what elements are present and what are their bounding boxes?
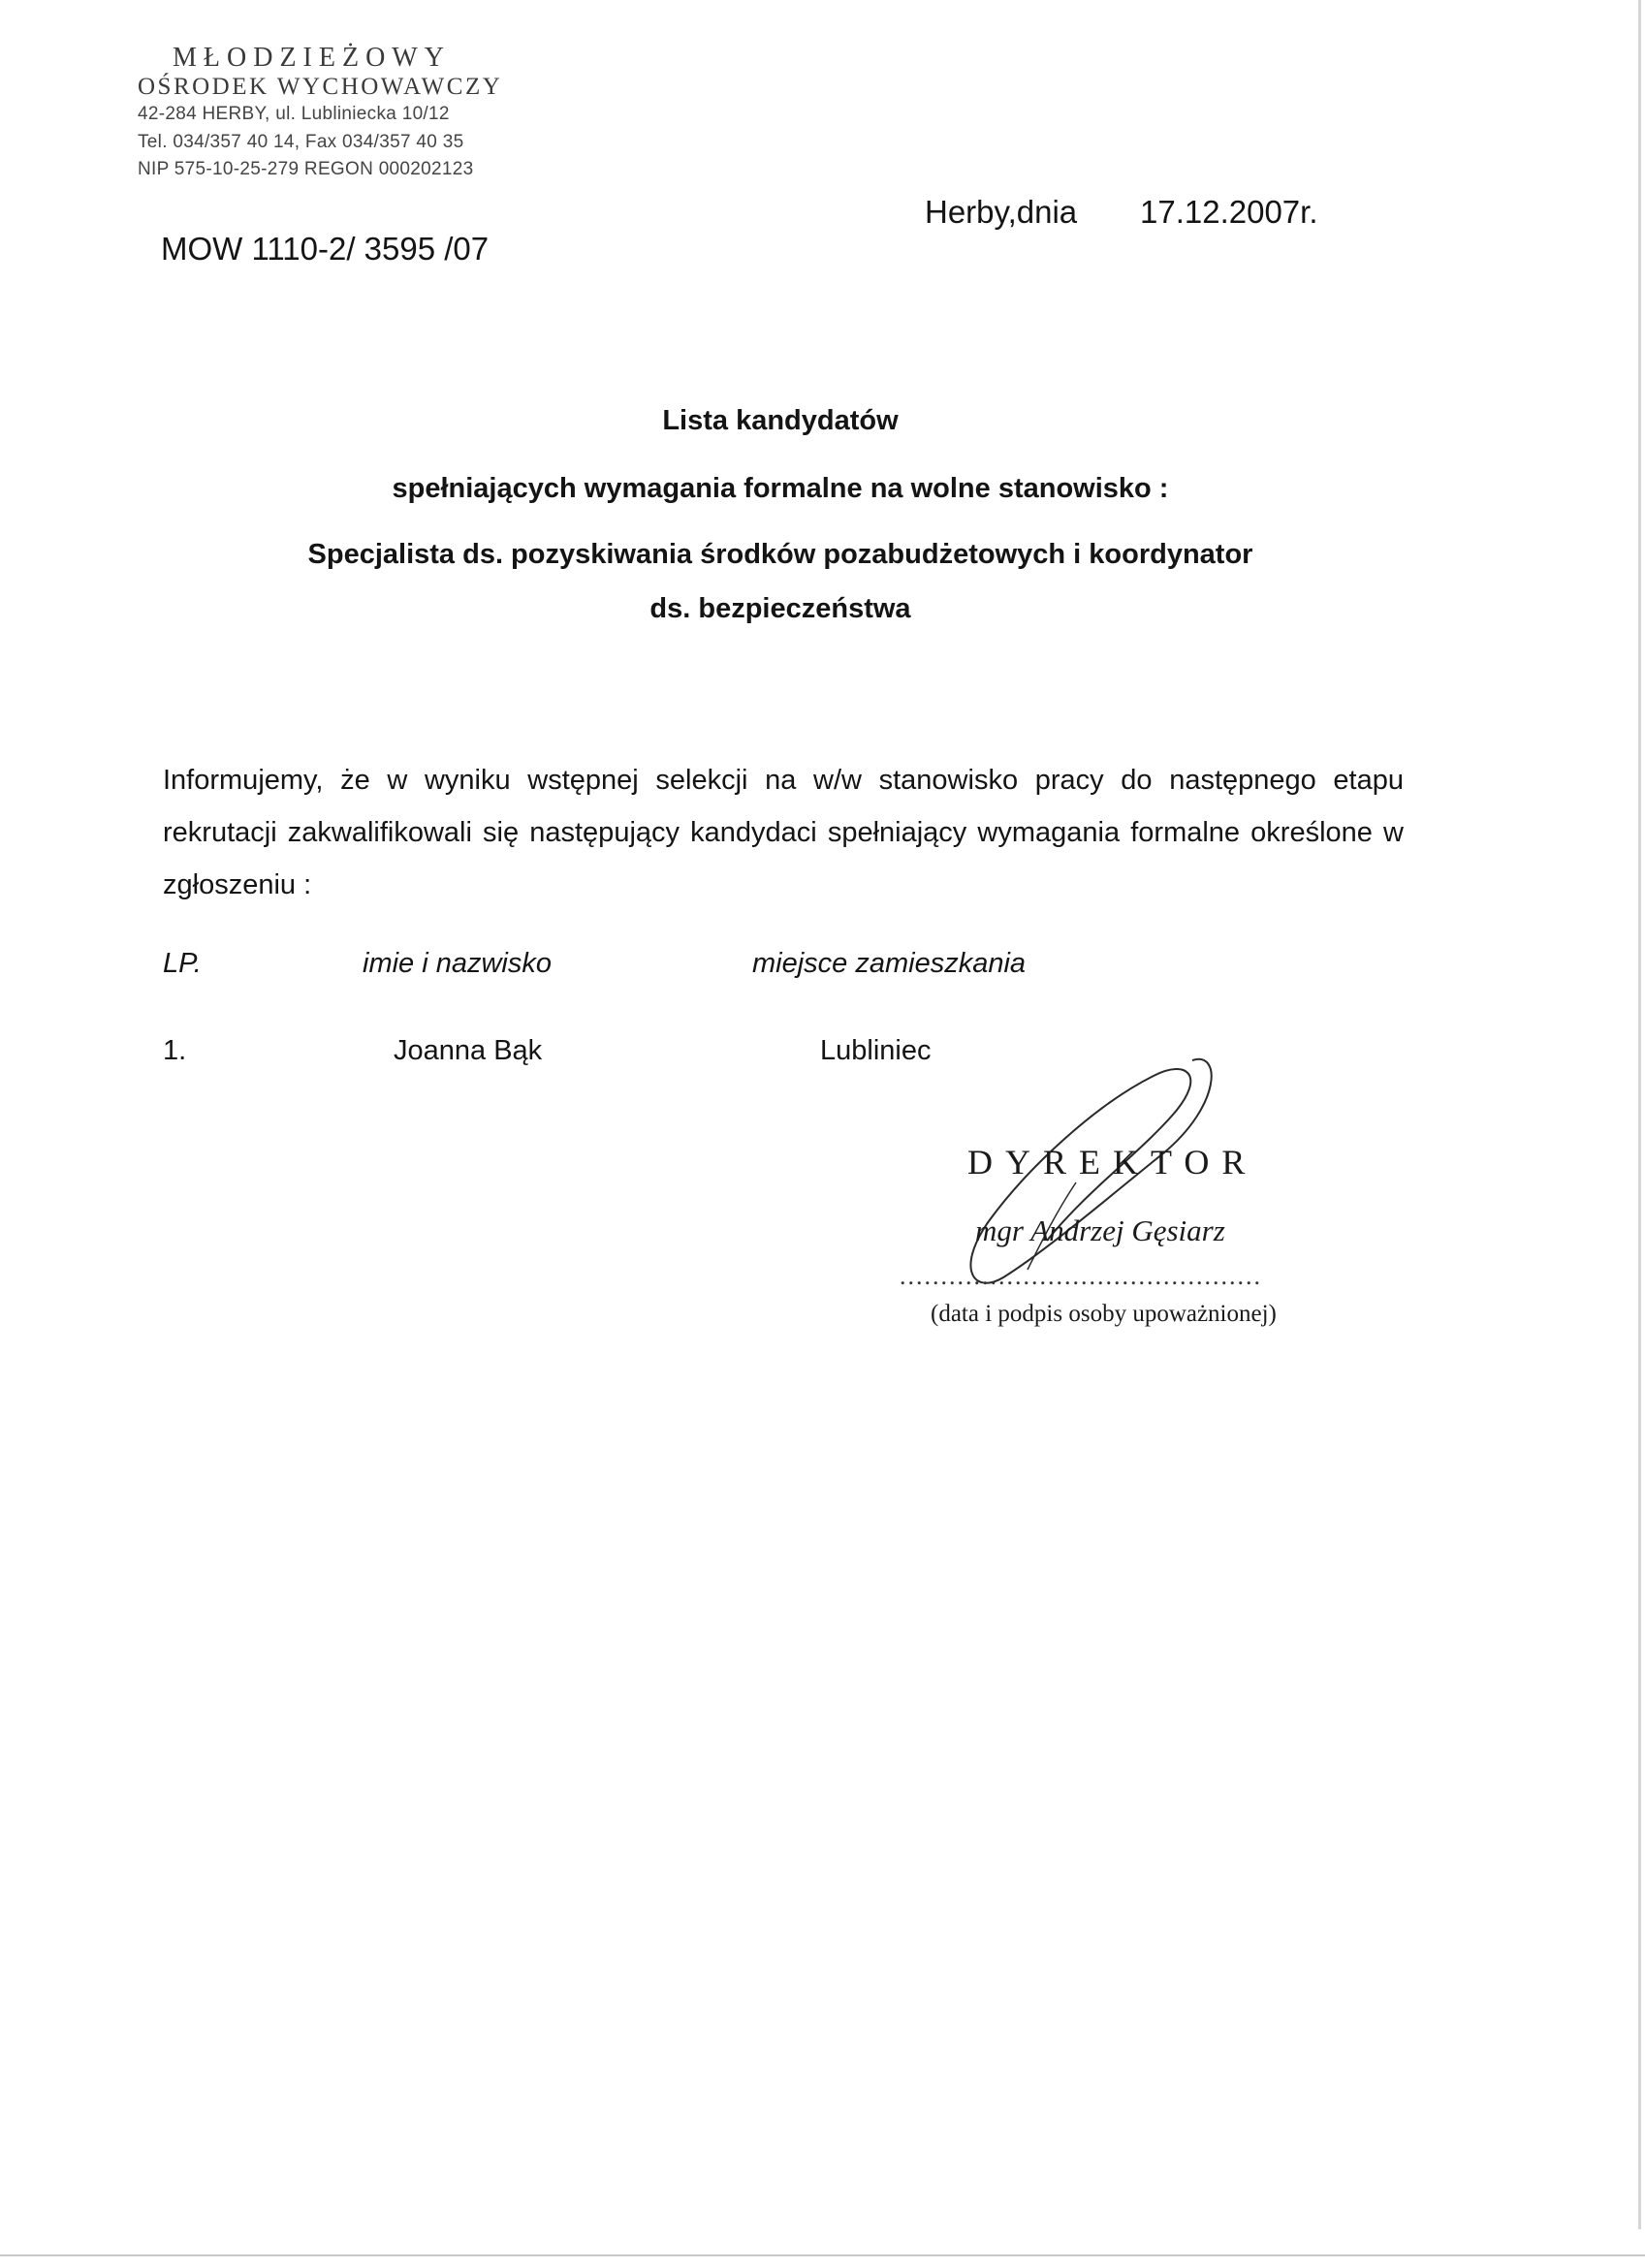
position-name-line1: Specjalista ds. pozyskiwania środków pozabudżetowych i koordynator [307,539,1253,570]
stamp-nip-regon: NIP 575-10-25-279 REGON 000202123 [138,159,474,179]
table-row-residence: Lubliniec [820,1035,932,1066]
position-name-line2: ds. bezpieczeństwa [649,593,911,624]
stamp-institution-line1: MŁODZIEŻOWY [173,43,451,73]
table-header-name: imie i nazwisko [363,948,552,979]
date-place-label: Herby,dnia [925,194,1078,230]
table-header-residence: miejsce zamieszkania [752,948,1027,979]
table-row-name: Joanna Bąk [394,1035,543,1066]
signature-dotted-line: ............................................ [900,1262,1262,1290]
stamp-phone: Tel. 034/357 40 14, Fax 034/357 40 35 [138,132,464,152]
signature-caption: (data i podpis osoby upoważnionej) [931,1301,1277,1327]
scan-edge-line [1638,0,1641,2229]
body-paragraph: Informujemy, że w wyniku wstępnej selekcji na w/w stanowisko pracy do następnego etapu rekrutacji zakwalifikowali się następujący kandydaci spełniający wymagania formalne określone w zgłoszeniu : [163,765,1404,900]
stamp-address: 42-284 HERBY, ul. Lubliniecka 10/12 [138,104,450,124]
stamp-institution-line2: OŚRODEK WYCHOWAWCZY [138,74,503,100]
signatory-name: mgr Andrzej Gęsiarz [975,1213,1225,1247]
document-subtitle: spełniających wymagania formalne na wolne stanowisko : [392,473,1169,504]
document-date: 17.12.2007r. [1140,194,1318,230]
table-header-lp: LP. [163,948,202,979]
signature-title: DYREKTOR [967,1143,1258,1181]
table-row-lp: 1. [163,1035,187,1066]
reference-number: MOW 1110-2/ 3595 /07 [161,231,490,267]
scan-bottom-line [0,2254,1645,2256]
document-title: Lista kandydatów [662,405,899,436]
